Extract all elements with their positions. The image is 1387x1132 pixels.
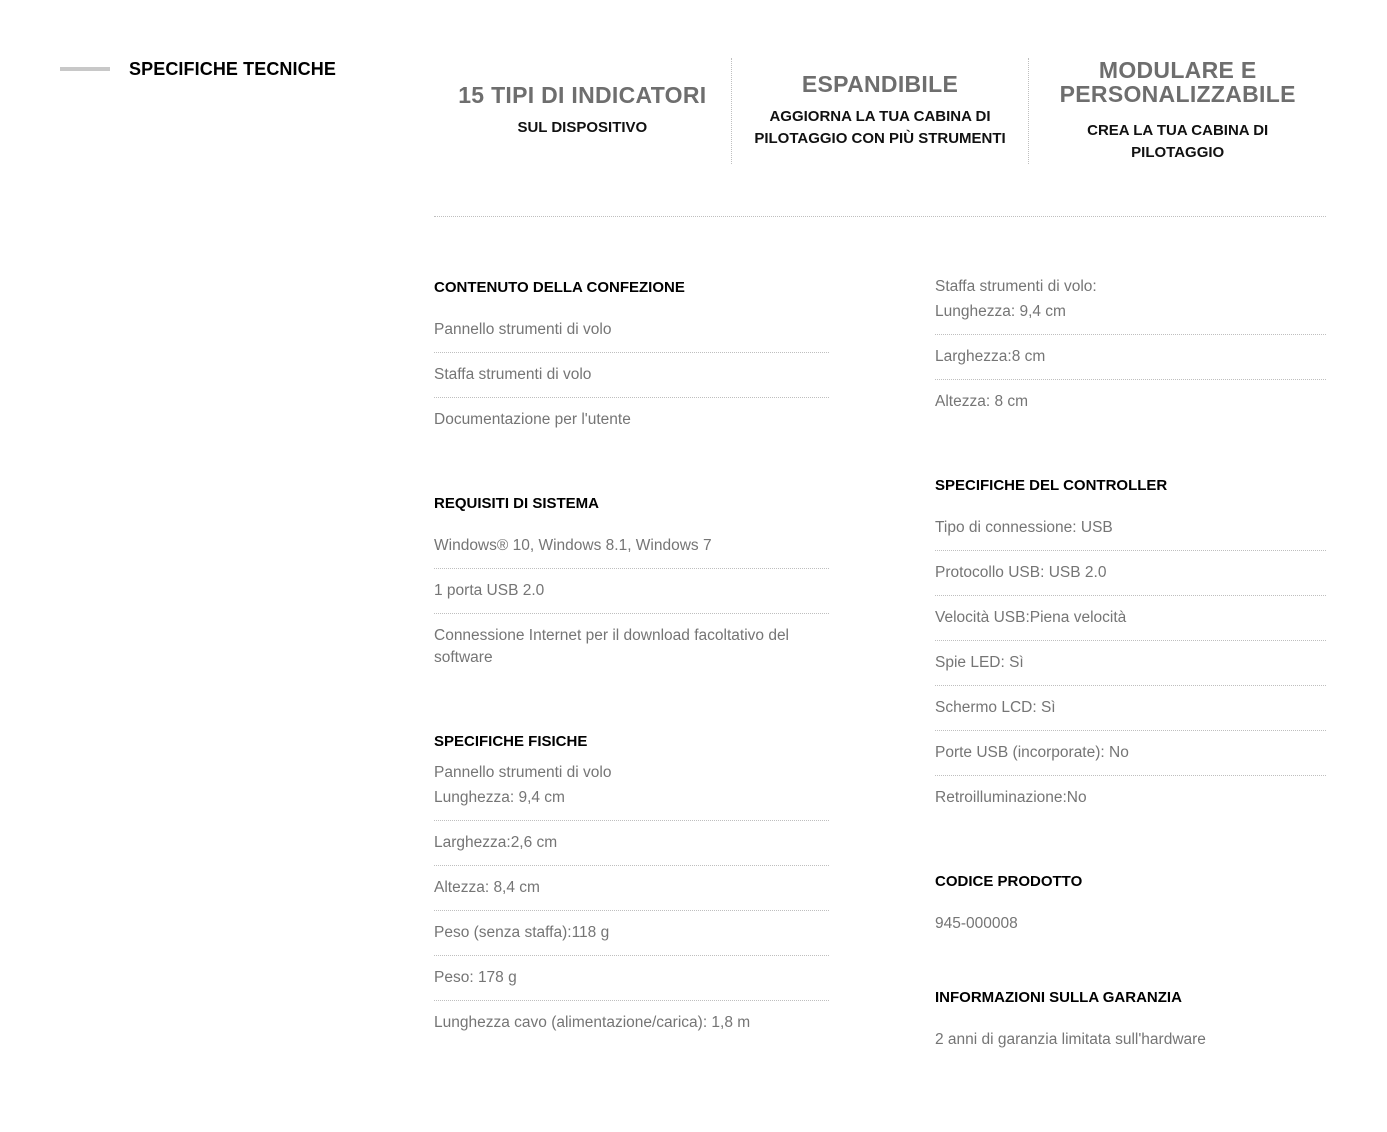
spec-item: Lunghezza: 9,4 cm: [935, 298, 1326, 335]
spec-item: Velocità USB:Piena velocità: [935, 596, 1326, 641]
warranty-value: 2 anni di garanzia limitata sull'hardware: [935, 1031, 1206, 1048]
spec-item: Windows® 10, Windows 8.1, Windows 7: [434, 524, 829, 569]
group-title: INFORMAZIONI SULLA GARANZIA: [935, 989, 1182, 1006]
spec-item: Lunghezza: 9,4 cm: [434, 784, 829, 821]
section-marker: [60, 67, 110, 71]
feature-subtitle: SUL DISPOSITIVO: [517, 119, 648, 136]
group-title: SPECIFICHE DEL CONTROLLER: [935, 477, 1168, 494]
spec-item: Larghezza:2,6 cm: [434, 821, 829, 866]
spec-item: Staffa strumenti di volo: [434, 353, 829, 398]
spec-item: Connessione Internet per il download facoltativo del software: [434, 627, 790, 666]
spec-item: Larghezza:8 cm: [935, 335, 1326, 380]
spec-item: Documentazione per l'utente: [434, 411, 631, 428]
spec-item: Schermo LCD: Sì: [935, 686, 1326, 731]
spec-subheading: Staffa strumenti di volo:: [935, 278, 1097, 295]
warranty-info: [935, 986, 1326, 1062]
feature-subtitle: AGGIORNA LA TUA CABINA DI PILOTAGGIO CON PIÙ STRUMENTI: [754, 108, 1006, 147]
spec-item: Porte USB (incorporate): No: [935, 731, 1326, 776]
system-requirements: [434, 492, 829, 680]
specs-left-column: [434, 276, 829, 1045]
spec-item: Altezza: 8 cm: [935, 393, 1029, 410]
spec-subheading: Pannello strumenti di volo: [434, 764, 612, 781]
controller-specs: [935, 474, 1326, 820]
spec-item: Retroilluminazione:No: [935, 789, 1087, 806]
feature-title: 15 TIPI DI INDICATORI: [458, 82, 707, 108]
spec-item: Tipo di connessione: USB: [935, 506, 1326, 551]
spec-item: Peso (senza staffa):118 g: [434, 911, 829, 956]
spec-item: Peso: 178 g: [434, 956, 829, 1001]
specs-right-column: [935, 276, 1326, 1062]
feature-expandable: [732, 58, 1030, 164]
spec-item: Spie LED: Sì: [935, 641, 1326, 686]
product-code-value: 945-000008: [935, 915, 1018, 932]
feature-title: MODULARE E PERSONALIZZABILE: [1059, 57, 1296, 107]
group-title: SPECIFICHE FISICHE: [434, 733, 588, 750]
spec-item: Altezza: 8,4 cm: [434, 866, 829, 911]
group-title: CODICE PRODOTTO: [935, 873, 1083, 890]
spec-item: Protocollo USB: USB 2.0: [935, 551, 1326, 596]
spec-item: Lunghezza cavo (alimentazione/carica): 1,8 m: [434, 1014, 751, 1031]
bracket-specs: [935, 276, 1326, 424]
spec-item: Pannello strumenti di volo: [434, 308, 829, 353]
feature-indicators: [434, 58, 732, 164]
group-title: REQUISITI DI SISTEMA: [434, 495, 600, 512]
divider: [434, 216, 1326, 217]
product-code: [935, 870, 1326, 946]
section-title: SPECIFICHE TECNICHE: [129, 59, 336, 79]
feature-title: ESPANDIBILE: [801, 71, 959, 97]
feature-subtitle: CREA LA TUA CABINA DI PILOTAGGIO: [1087, 122, 1269, 161]
physical-specs: [434, 730, 829, 1045]
spec-item: 1 porta USB 2.0: [434, 569, 829, 614]
feature-modular: [1029, 58, 1326, 164]
feature-highlights: [434, 58, 1326, 164]
package-contents: [434, 276, 829, 442]
group-title: CONTENUTO DELLA CONFEZIONE: [434, 279, 685, 296]
